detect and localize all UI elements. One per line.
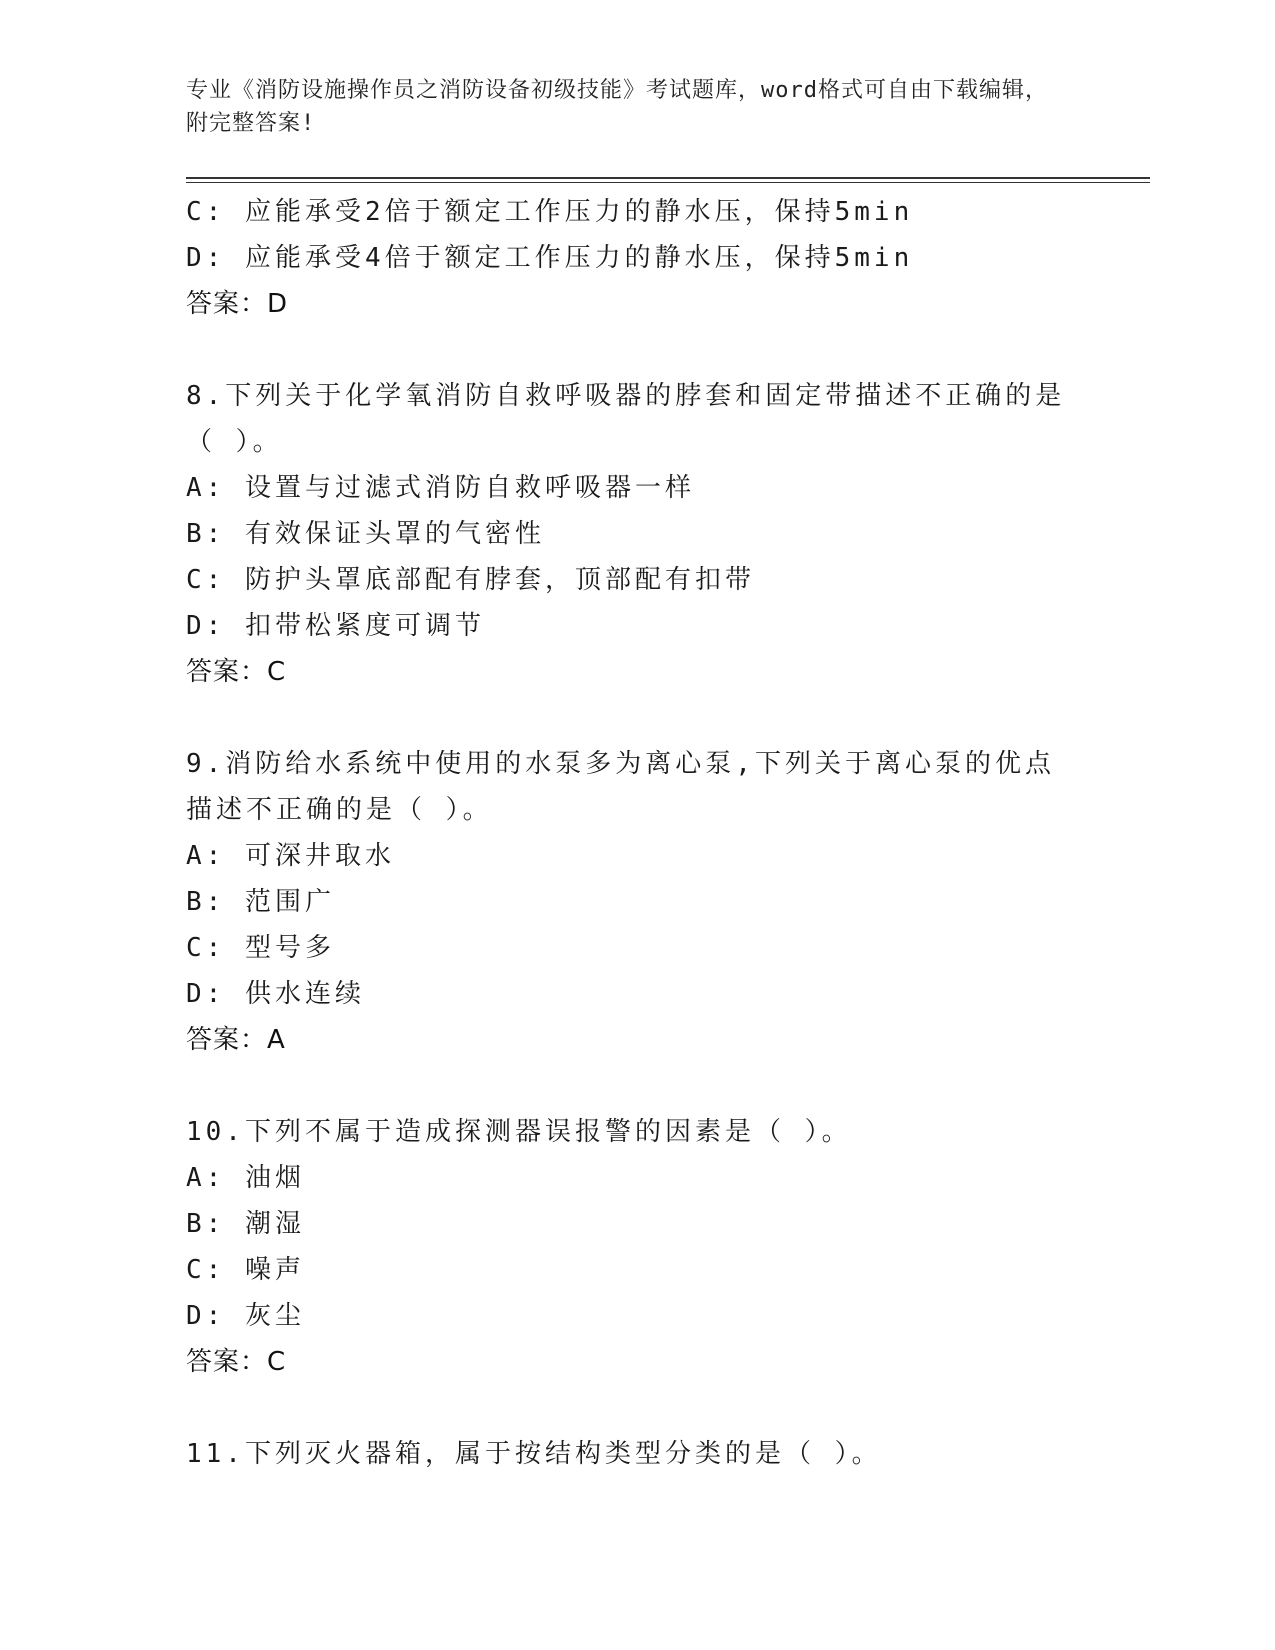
question-8 <box>186 373 1086 695</box>
option-c: C: 型号多 <box>186 933 335 963</box>
option-d: D: 供水连续 <box>186 979 365 1009</box>
question-list <box>186 189 1086 1477</box>
answer: 答案：C <box>186 1347 287 1377</box>
question-text: 8.下列关于化学氧消防自救呼吸器的脖套和固定带描述不正确的是（ ）。 <box>186 381 1066 457</box>
question-9 <box>186 741 1086 1063</box>
option-b: B: 潮湿 <box>186 1209 305 1239</box>
question-7-continued <box>186 189 1086 327</box>
answer: 答案：C <box>186 657 287 687</box>
spacer <box>186 1385 1086 1431</box>
header-rule-thin <box>186 182 1150 183</box>
option-c: C: 防护头罩底部配有脖套，顶部配有扣带 <box>186 565 755 595</box>
option-c: C: 应能承受2倍于额定工作压力的静水压，保持5min <box>186 197 914 227</box>
answer: 答案：D <box>186 289 289 319</box>
option-b: B: 范围广 <box>186 887 335 917</box>
option-c: C: 噪声 <box>186 1255 305 1285</box>
option-a: A: 油烟 <box>186 1163 305 1193</box>
option-d: D: 扣带松紧度可调节 <box>186 611 485 641</box>
spacer <box>186 1063 1086 1109</box>
answer: 答案：A <box>186 1025 286 1055</box>
option-a: A: 可深井取水 <box>186 841 395 871</box>
option-d: D: 应能承受4倍于额定工作压力的静水压，保持5min <box>186 243 914 273</box>
option-b: B: 有效保证头罩的气密性 <box>186 519 545 549</box>
question-text: 9.消防给水系统中使用的水泵多为离心泵,下列关于离心泵的优点描述不正确的是（ ）。 <box>186 749 1055 825</box>
option-d: D: 灰尘 <box>186 1301 305 1331</box>
spacer <box>186 695 1086 741</box>
page-header: 专业《消防设施操作员之消防设备初级技能》考试题库，word格式可自由下载编辑，附完整答案! <box>186 78 1048 136</box>
question-text: 11.下列灭火器箱，属于按结构类型分类的是（ ）。 <box>186 1439 882 1469</box>
question-11 <box>186 1431 1086 1477</box>
question-10 <box>186 1109 1086 1385</box>
option-a: A: 设置与过滤式消防自救呼吸器一样 <box>186 473 695 503</box>
header-rule-thick <box>186 177 1150 179</box>
spacer <box>186 327 1086 373</box>
question-text: 10.下列不属于造成探测器误报警的因素是（ ）。 <box>186 1117 852 1147</box>
